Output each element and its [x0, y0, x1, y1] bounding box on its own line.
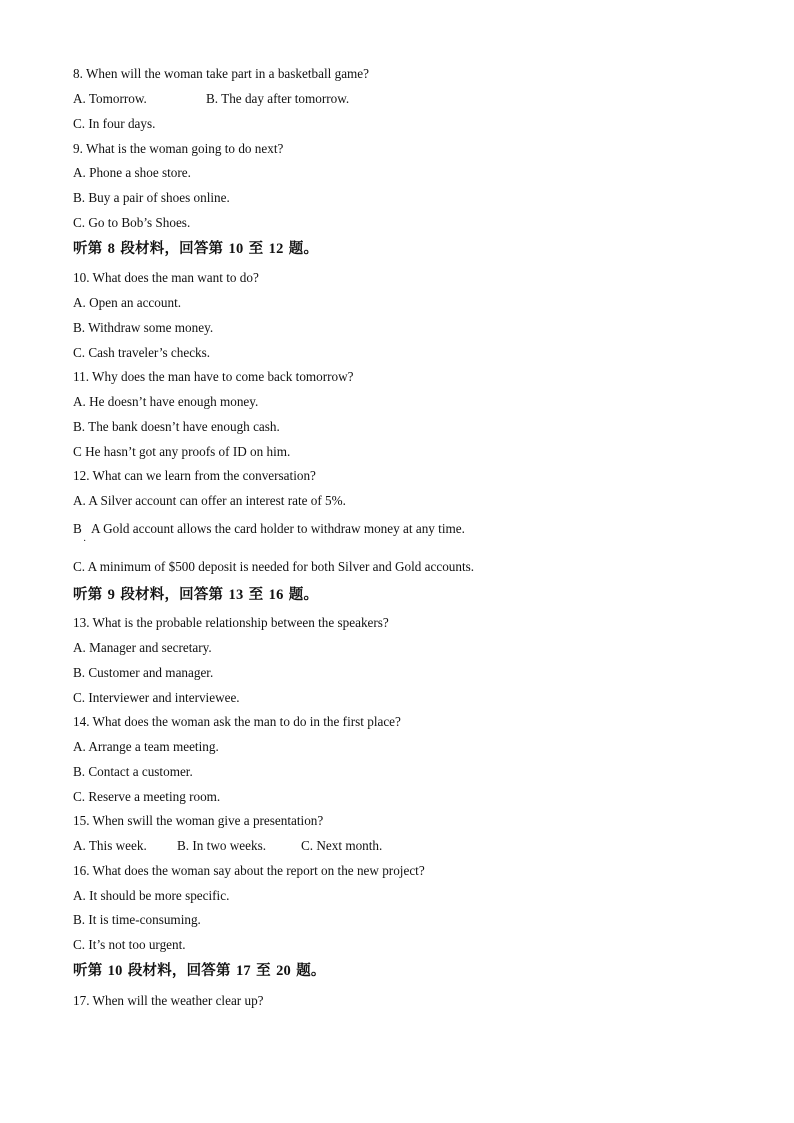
q12-option-b-letter: B — [73, 521, 82, 536]
q16-option-b: B. It is time-consuming. — [73, 912, 201, 927]
q15-options-row — [73, 838, 473, 854]
q10-option-c: C. Cash traveler’s checks. — [73, 345, 211, 360]
q9-option-a: A. Phone a shoe store. — [73, 165, 191, 180]
q12-option-a: A. A Silver account can offer an interest rate of 5%. — [73, 493, 346, 508]
q12-option-c: C. A minimum of $500 deposit is needed for both Silver and Gold accounts. — [73, 559, 475, 574]
q9-option-c: C. Go to Bob’s Shoes. — [73, 215, 191, 230]
q16-question: 16. What does the woman say about the report on the new project? — [73, 863, 425, 878]
q13-question: 13. What is the probable relationship between the speakers? — [73, 615, 389, 630]
section-10-heading: 听第 10 段材料，回答第 17 至 20 题。 — [73, 963, 326, 979]
q13-option-b: B. Customer and manager. — [73, 665, 214, 680]
q15-option-c: C. Next month. — [301, 838, 383, 853]
q8-question: 8. When will the woman take part in a basketball game? — [73, 66, 370, 81]
q8-options-row — [73, 91, 473, 107]
q11-option-c: C He hasn’t got any proofs of ID on him. — [73, 444, 291, 459]
q11-question: 11. Why does the man have to come back tomorrow? — [73, 369, 354, 384]
q9-option-b: B. Buy a pair of shoes online. — [73, 190, 230, 205]
q12-option-b-dot: · — [83, 536, 87, 547]
q16-option-c: C. It’s not too urgent. — [73, 937, 186, 952]
q10-option-b: B. Withdraw some money. — [73, 320, 214, 335]
q15-question: 15. When swill the woman give a presentation? — [73, 813, 324, 828]
q8-option-b: B. The day after tomorrow. — [206, 91, 350, 106]
q8-option-c: C. In four days. — [73, 116, 156, 131]
q14-option-b: B. Contact a customer. — [73, 764, 193, 779]
section-9-heading: 听第 9 段材料，回答第 13 至 16 题。 — [73, 587, 319, 603]
q12-option-b-row — [73, 521, 513, 537]
q10-option-a: A. Open an account. — [73, 295, 182, 310]
section-8-heading: 听第 8 段材料，回答第 10 至 12 题。 — [73, 241, 319, 257]
q14-question: 14. What does the woman ask the man to do in the first place? — [73, 714, 401, 729]
q11-option-b: B. The bank doesn’t have enough cash. — [73, 419, 280, 434]
q15-option-b: B. In two weeks. — [177, 838, 267, 853]
q14-option-a: A. Arrange a team meeting. — [73, 739, 219, 754]
q12-question: 12. What can we learn from the conversation? — [73, 468, 316, 483]
q15-option-a: A. This week. — [73, 838, 147, 853]
q14-option-c: C. Reserve a meeting room. — [73, 789, 221, 804]
q11-option-a: A. He doesn’t have enough money. — [73, 394, 259, 409]
q9-question: 9. What is the woman going to do next? — [73, 141, 284, 156]
q10-question: 10. What does the man want to do? — [73, 270, 259, 285]
q8-option-a: A. Tomorrow. — [73, 91, 147, 106]
q13-option-c: C. Interviewer and interviewee. — [73, 690, 240, 705]
q16-option-a: A. It should be more specific. — [73, 888, 230, 903]
q17-question: 17. When will the weather clear up? — [73, 993, 264, 1008]
q13-option-a: A. Manager and secretary. — [73, 640, 212, 655]
q12-option-b: A Gold account allows the card holder to withdraw money at any time. — [91, 521, 465, 536]
